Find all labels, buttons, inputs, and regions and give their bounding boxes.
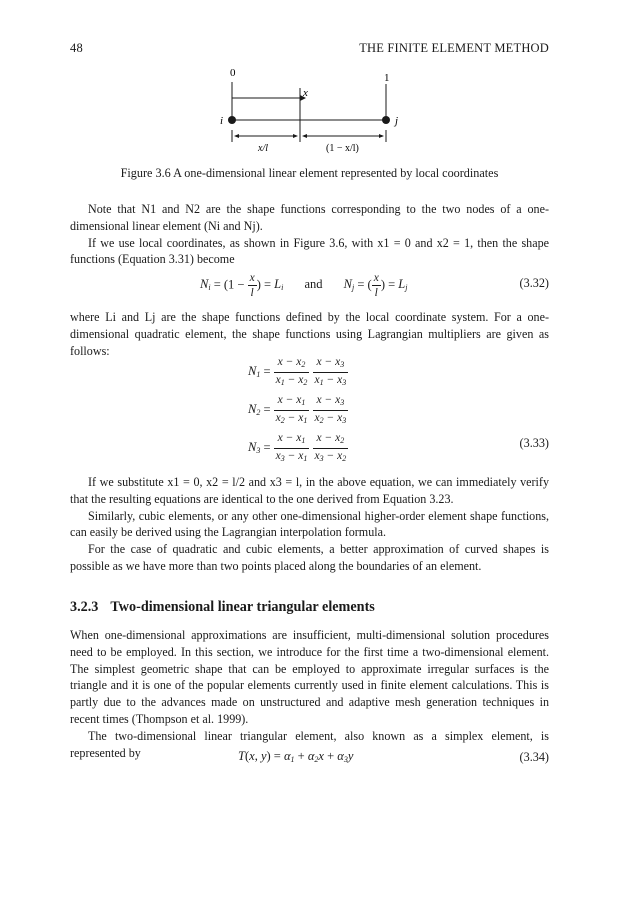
paragraph: The two-dimensional linear triangular element, also known as a simplex element, is represented by — [70, 728, 549, 760]
figure-caption: Figure 3.6 A one-dimensional linear element represented by local coordinates — [120, 166, 499, 180]
and-word: and — [304, 277, 323, 292]
equation-3-34: T(x, $y) = \alpha_1 + \alpha_2x + \alpha_3y$ (3.34) — [238, 749, 549, 764]
paragraph: If we use local coordinates, as shown in Figure 3.6, with x1 = 0 and x2 = 1, then the shape functions (Equation 3.31) become — [70, 235, 549, 267]
page-number: 48 — [70, 41, 83, 55]
paragraph-7-8 — [70, 627, 549, 761]
paragraph: If we substitute x1 = 0, x2 = l/2 and x3 = l, in the above equation, we can immediately verify that the resulting equations are identical to the one derived from Equation 3.23. — [70, 475, 549, 506]
section-number: 3.2.3 — [70, 599, 99, 615]
paragraph-4-6 — [70, 474, 549, 575]
equation-number: (3.33) — [519, 436, 549, 450]
figure-label-1-xl: (1 − x/l) — [326, 143, 359, 154]
figure-label-j: j — [395, 115, 399, 127]
figure-label-xl: x/l — [258, 143, 268, 154]
node-j — [382, 116, 390, 124]
figure-label-1: 1 — [384, 72, 390, 84]
equation-3-33: $N_1$ = $\frac{x - x_2}{x_1 - x_2}$ $\frac{x - x_3}{x_1 - x_3}$ $N_2$ = $\frac{x - x_1}{x_2 - x_1}$ $\frac{x - x_3}{x_2 - x_3}$ $N_3$ = $\frac{x - x_1}{x_3 - x_1}$ $\frac{x - x_2}{x_3 - x_2}$ (3.33) — [248, 356, 549, 463]
paragraph: Similarly, cubic elements, or any other one-dimensional higher-order element shape functions, can easily be derived using the Lagrangian interpolation formula. — [70, 508, 549, 540]
node-i — [228, 116, 236, 124]
paragraph-3 — [70, 309, 549, 359]
running-title: THE FINITE ELEMENT METHOD — [359, 41, 549, 55]
paragraph-1-2 — [70, 201, 549, 268]
figure-label-0: 0 — [230, 67, 236, 79]
section-title: Two-dimensional linear triangular elements — [110, 599, 375, 615]
paragraph: Note that N1 and N2 are the shape functions corresponding to the two nodes of a one-dimensional linear element (Ni and Nj). — [70, 202, 549, 233]
equation-3-32: $N_i = (1$ − $\frac{x}{l}$ ) = $L_i$ and $N_j$ = ( $\frac{x}{l}$ ) = $L_j$ (3.32) — [200, 272, 549, 299]
figure-label-x: x — [303, 87, 308, 99]
element-figure — [210, 62, 410, 158]
equation-number: (3.34) — [519, 750, 549, 764]
equation-number: (3.32) — [519, 276, 549, 290]
section-heading — [70, 599, 375, 616]
paragraph: When one-dimensional approximations are insufficient, multi-dimensional solution procedures need to be employed. In this section, we introduce for the first time a two-dimensional element. The simplest geometric shape that can be employed to approximate irregular surfaces is the triangle and it is one of the popular elements currently used in finite element calculations. This is partly due to the advances made on unstructured and adaptive mesh generation techniques in recent times (Thompson et al. 1999). — [70, 628, 549, 726]
paragraph: For the case of quadratic and cubic elements, a better approximation of curved shapes is possible as we have more than two points placed along the boundaries of an element. — [70, 542, 549, 573]
paragraph: where Li and Lj are the shape functions defined by the local coordinate system. For a one-dimensional quadratic element, the shape functions using Lagrangian multipliers are given as follows: — [70, 310, 549, 358]
figure-label-i: i — [220, 115, 224, 127]
